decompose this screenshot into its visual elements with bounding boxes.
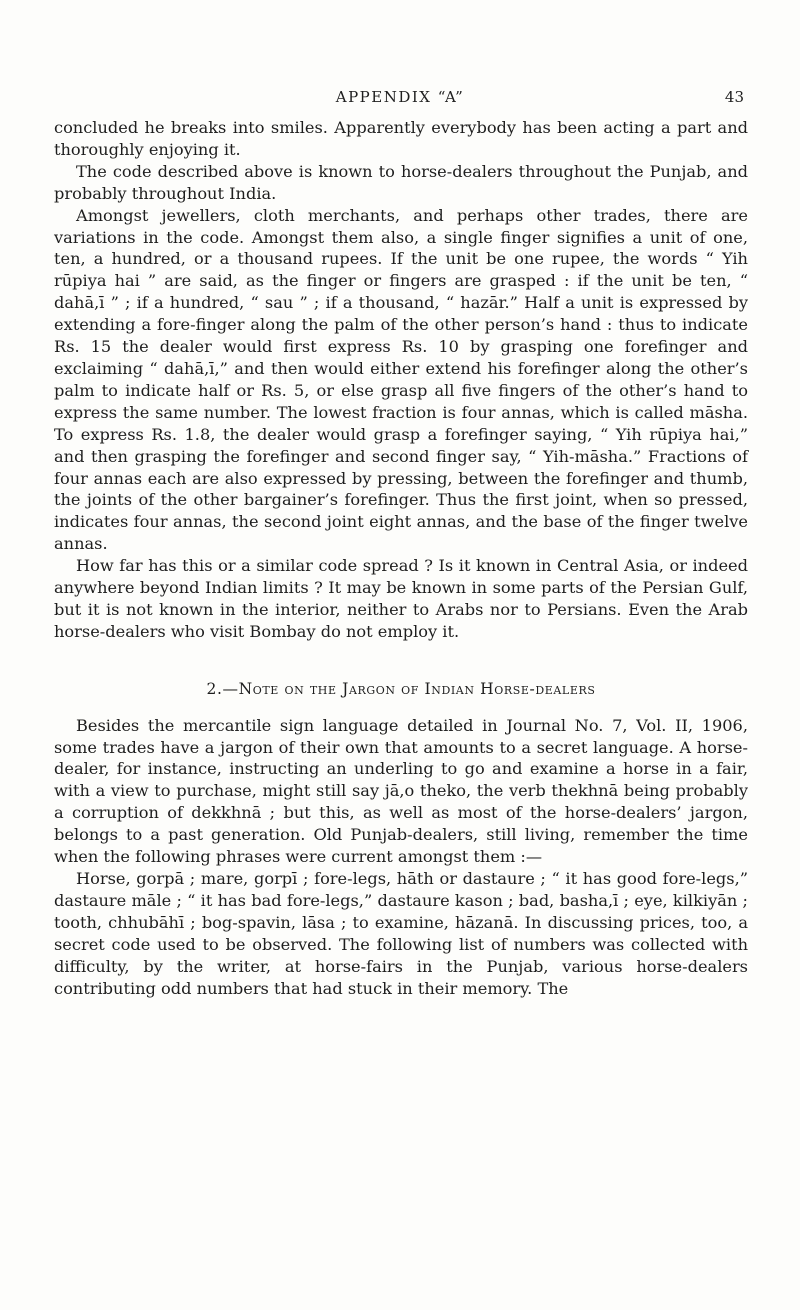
running-title: APPENDIX “A”	[335, 88, 465, 106]
running-head	[0, 88, 800, 112]
paragraph-spread: How far has this or a similar code spread ? Is it known in Central Asia, or indeed anywhere beyond Indian limits ? It may be known in some parts of the Persian Gulf, but it is not known in the interior, neither to Arabs nor to Persians. Even the Arab horse-dealers who visit Bombay do not employ it.	[54, 556, 748, 641]
paragraph-jargon: Besides the mercantile sign language detailed in Journal No. 7, Vol. II, 1906, some trades have a jargon of their own that amounts to a secret language. A horse-dealer, for instance, instructing an underling to go and examine a horse in a fair, with a view to purchase, might still say jā,o theko, the verb thekhnā being probably a corruption of dekkhnā ; but this, as well as most of the horse-dealers’ jargon, belongs to a past generation. Old Punjab-dealers, still living, remember the time when the following phrases were current amongst them :—	[54, 715, 748, 867]
page-number: 43	[724, 88, 744, 106]
paragraph-variations: Amongst jewellers, cloth merchants, and perhaps other trades, there are variations in the code. Amongst them also, a single finger signifies a unit of one, ten, a hundred, or a thousand rupees. If the unit be one rupee, the words “ Yih rūpiya hai ” are said, as the finger or fingers are grasped : if the unit be ten, “ dahā,ī ” ; if a hundred, “ sau ” ; if a thousand, “ hazār.” Half a unit is expressed by extending a fore-finger along the palm of the other person’s hand : thus to indicate Rs. 15 the dealer would first express Rs. 10 by grasping one forefinger and exclaiming “ dahā,ī,” and then would either extend his forefinger along the other’s palm to indicate half or Rs. 5, or else grasp all five fingers of the other’s hand to express the same number. The lowest fraction is four annas, which is called māsha. To express Rs. 1.8, the dealer would grasp a forefinger saying, “ Yih rūpiya hai,” and then grasping the forefinger and second finger say, “ Yih-māsha.” Fractions of four annas each are also expressed by pressing, between the forefinger and thumb, the joints of the other bargainer’s forefinger. Thus the first joint, when so pressed, indicates four annas, the second joint eight annas, and the base of the finger twelve annas.	[54, 205, 748, 554]
section-title: Note on the Jargon of Indian Horse-dealers	[238, 679, 596, 698]
paragraph-code-known: The code described above is known to horse-dealers throughout the Punjab, and probably throughout India.	[54, 161, 748, 203]
paragraph-vocabulary: Horse, gorpā ; mare, gorpī ; fore-legs, hāth or dastaure ; “ it has good fore-legs,” dastaure māle ; “ it has bad fore-legs,” dastaure kason ; bad, basha,ī ; eye, kilkiyān ; tooth, chhubāhī ; bog-spavin, lāsa ; to examine, hāzanā. In discussing prices, too, a secret code used to be observed. The following list of numbers was collected with difficulty, by the writer, at horse-fairs in the Punjab, various horse-dealers contributing odd numbers that had stuck in their memory. The	[54, 869, 748, 998]
body-text	[54, 117, 748, 999]
paragraph-continuation: concluded he breaks into smiles. Apparently everybody has been acting a part and thoroughly enjoying it.	[54, 118, 748, 159]
section-heading	[54, 679, 748, 701]
section-number: 2.—	[206, 679, 239, 698]
